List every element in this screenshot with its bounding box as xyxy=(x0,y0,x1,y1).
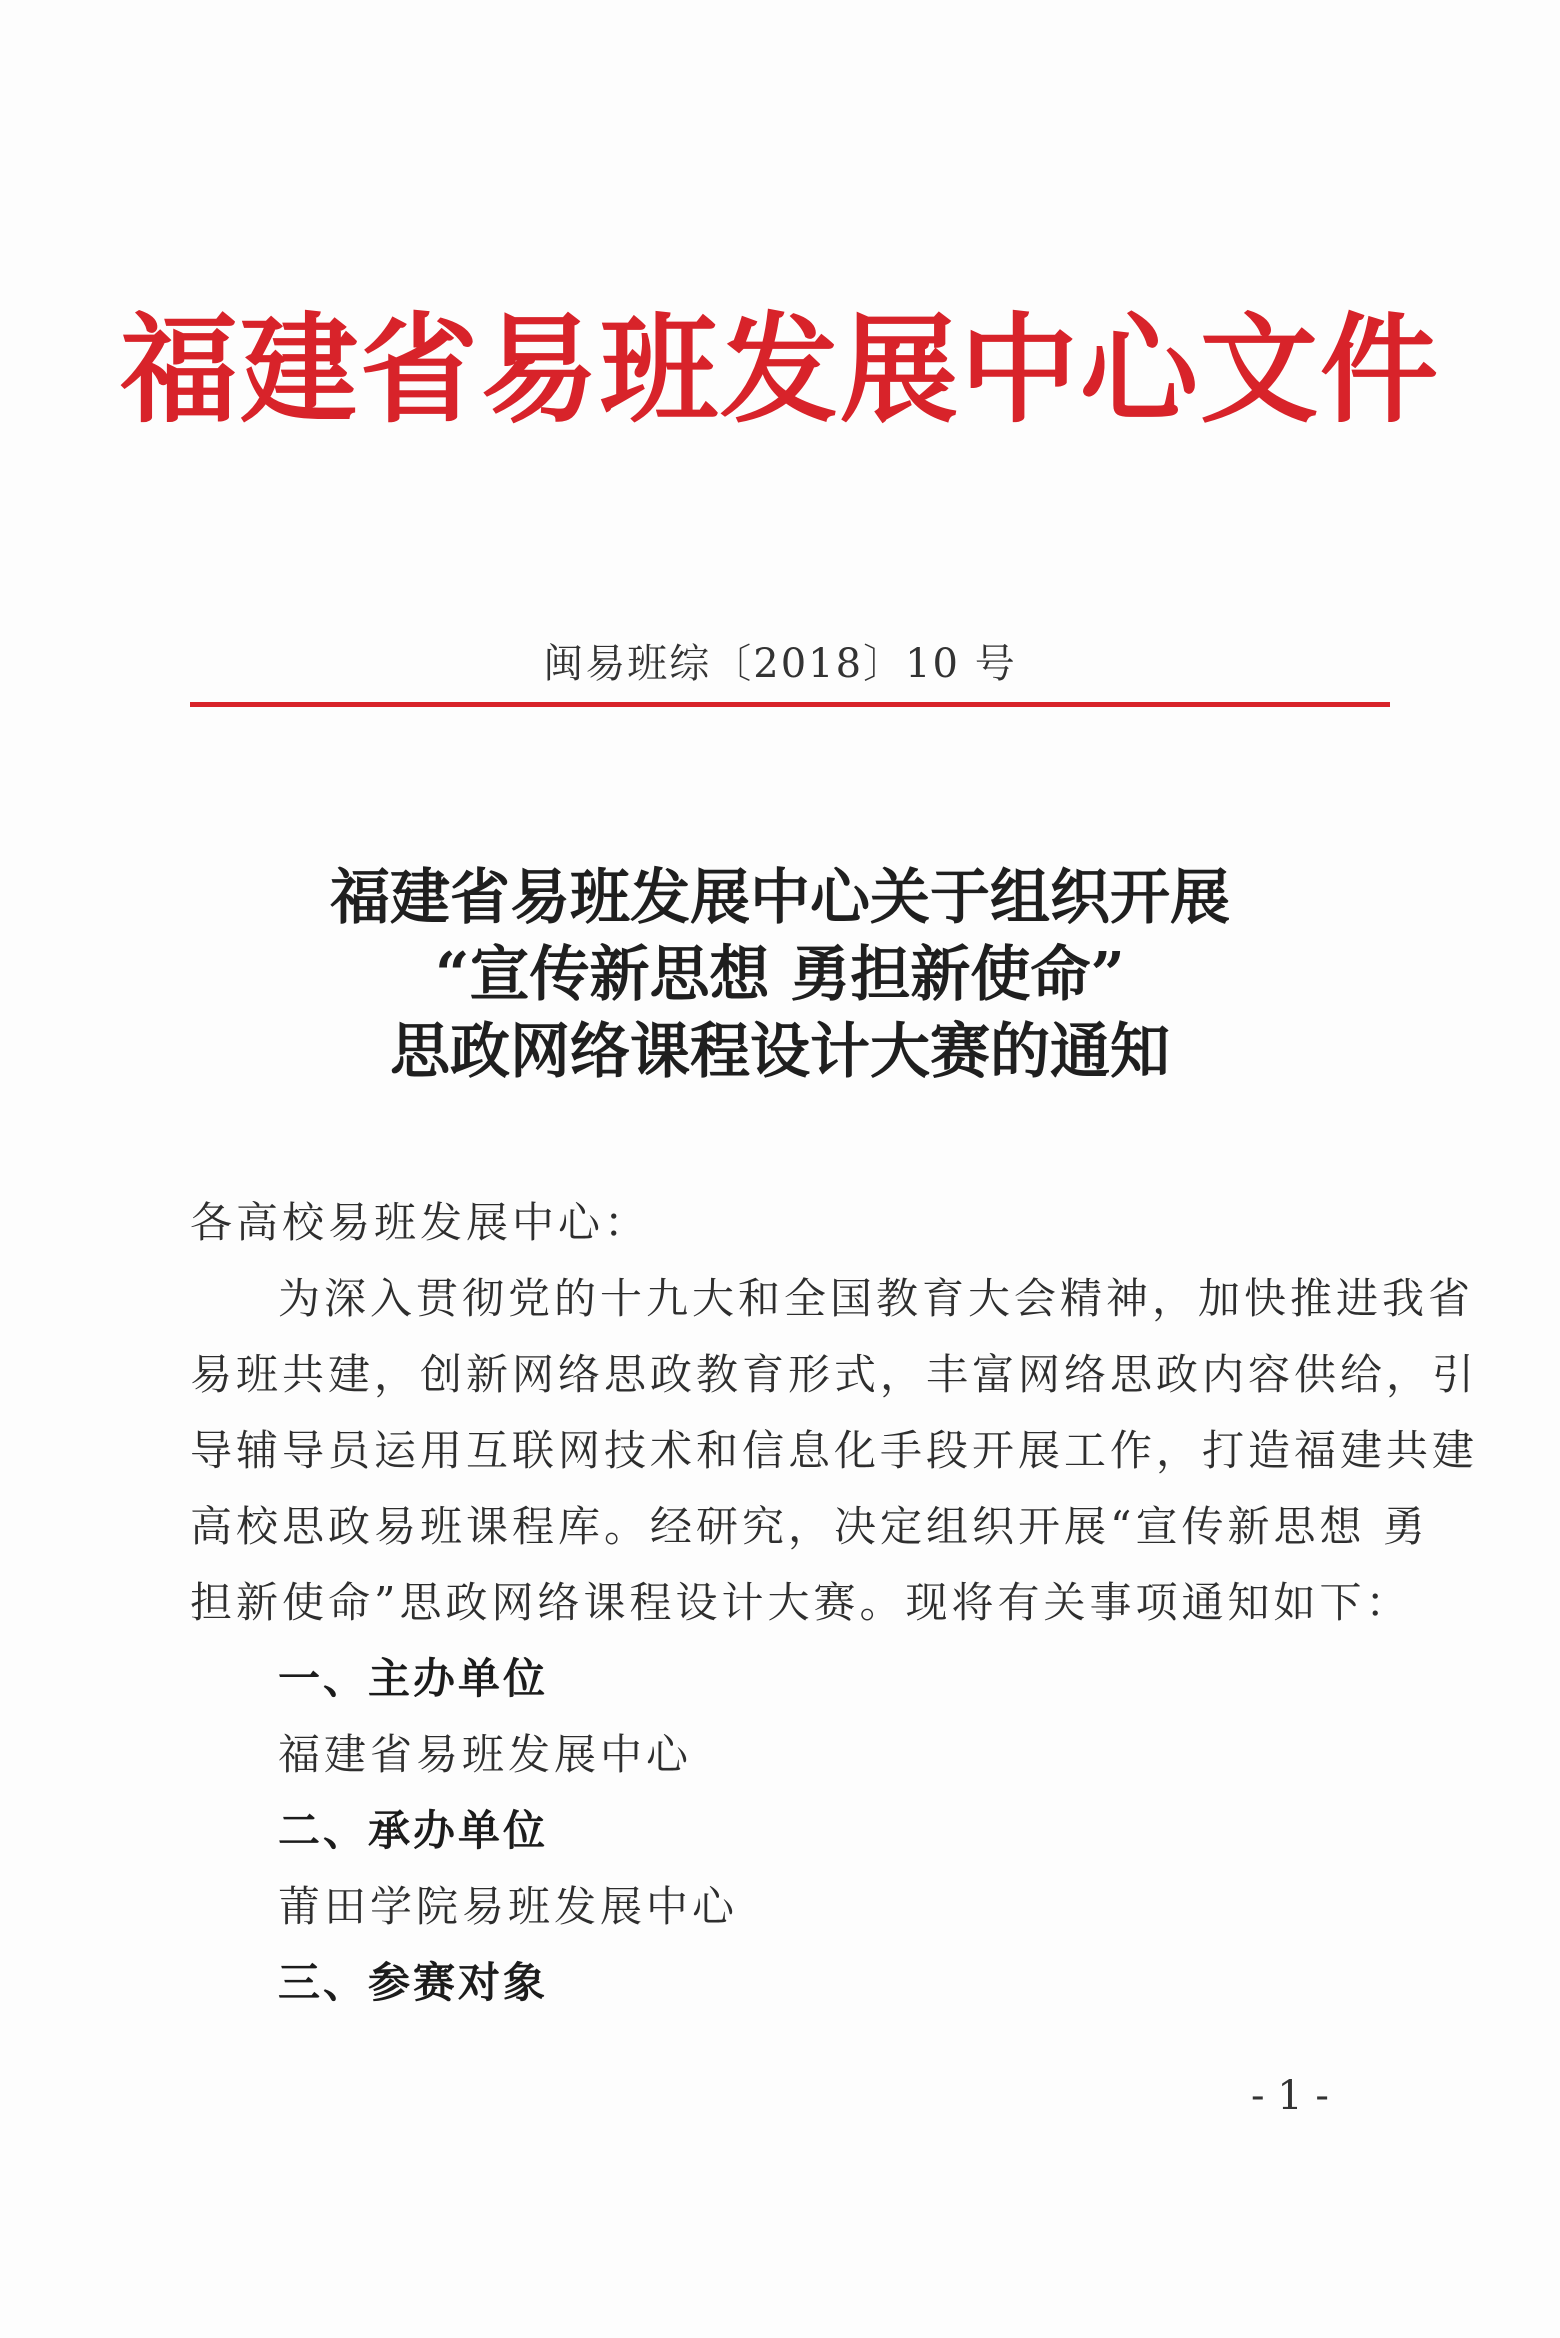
document-number: 闽易班综〔2018〕10 号 xyxy=(543,641,1017,687)
notice-title-line: 福建省易班发展中心关于组织开展 xyxy=(330,863,1230,933)
page-number: - 1 - xyxy=(1251,2073,1329,2119)
paragraph-line: 担新使命”思政网络课程设计大赛。现将有关事项通知如下： xyxy=(190,1578,1412,1627)
paragraph-line: 高校思政易班课程库。经研究，决定组织开展“宣传新思想 勇 xyxy=(190,1502,1429,1551)
section-content-organizer: 福建省易班发展中心 xyxy=(278,1730,693,1779)
paragraph-line: 导辅导员运用互联网技术和信息化手段开展工作，打造福建共建 xyxy=(190,1426,1479,1475)
section-heading-organizer: 一、主办单位 xyxy=(278,1654,549,1703)
section-heading-host: 二、承办单位 xyxy=(278,1806,549,1855)
header-red-divider xyxy=(190,702,1390,707)
notice-body xyxy=(190,1185,1479,2021)
paragraph-line: 为深入贯彻党的十九大和全国教育大会精神，加快推进我省 xyxy=(278,1274,1475,1323)
salutation: 各高校易班发展中心： xyxy=(190,1198,651,1247)
notice-title xyxy=(0,860,1560,1091)
document-header-title: 福建省易班发展中心文件 xyxy=(119,300,1440,439)
section-heading-participants: 三、参赛对象 xyxy=(278,1958,549,2007)
notice-title-line: 思政网络课程设计大赛的通知 xyxy=(390,1017,1170,1087)
section-content-host: 莆田学院易班发展中心 xyxy=(278,1882,739,1931)
notice-title-line: “宣传新思想 勇担新使命” xyxy=(435,940,1125,1010)
paragraph-line: 易班共建，创新网络思政教育形式，丰富网络思政内容供给，引 xyxy=(190,1350,1479,1399)
